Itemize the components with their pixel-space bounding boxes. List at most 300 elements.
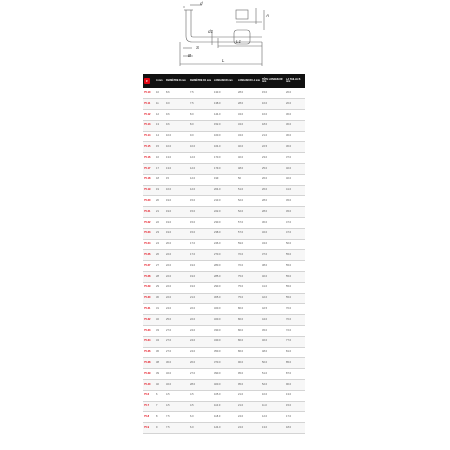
cell-length-l1: 80.0 — [238, 339, 244, 343]
cell-a: 15 — [156, 145, 159, 149]
cell-diameter-d1: 7.5 — [190, 101, 194, 105]
cell-size-b: 20.0 — [286, 90, 292, 94]
table-row — [143, 164, 305, 175]
cell-head-length: 28.0 — [262, 199, 268, 203]
cell-head-length: 13.0 — [262, 425, 268, 429]
cell-diameter-d: 19.0 — [166, 231, 172, 235]
cell-size-b: 45.0 — [286, 199, 292, 203]
cell-diameter-d1: 6.0 — [190, 415, 194, 418]
cell-diameter-d1: 12.0 — [190, 155, 196, 159]
table-row — [143, 304, 305, 315]
cell-length-l1: 51.0 — [238, 188, 244, 192]
cell-diameter-d: 13.0 — [166, 166, 172, 170]
cell-diameter-d1: 19.0 — [190, 285, 196, 289]
cell-length-l1: 80.0 — [238, 317, 244, 321]
cell-length: 390.0 — [214, 371, 221, 375]
cell-diameter-d: 9.0 — [166, 101, 170, 105]
table-row — [143, 218, 305, 229]
cell-length: 246.0 — [214, 242, 221, 246]
cell-length-l1: 21.0 — [238, 404, 244, 408]
cell-head-length: 25.0 — [262, 166, 268, 170]
cell-size-b: 55.0 — [286, 253, 292, 257]
cell-diameter-d: 32.0 — [166, 382, 172, 386]
table-row — [143, 207, 305, 218]
cell-head-length: 26.0 — [262, 188, 268, 192]
cell-a: 22 — [156, 220, 159, 224]
cell-size-b: 13.0 — [286, 393, 292, 397]
cell-length: 152.0 — [214, 123, 221, 127]
table-row — [143, 110, 305, 121]
cell-ref: 75.11 — [144, 101, 151, 105]
cell-a: 27 — [156, 263, 159, 267]
cell-a: 23 — [156, 231, 159, 235]
cell-length: 105.0 — [214, 393, 221, 397]
cell-a: 39 — [156, 371, 159, 375]
dim-label-b: B — [188, 53, 192, 58]
cell-ref: 75.22 — [144, 220, 151, 224]
cell-ref: 75.13 — [144, 123, 151, 127]
cell-diameter-d1: 22.0 — [190, 307, 196, 311]
table-row — [143, 326, 305, 337]
cell-head-length: 11.0 — [262, 404, 267, 408]
cell-length-l1: 52.0 — [238, 209, 244, 213]
cell-length-l1: 34.0 — [238, 123, 244, 127]
cell-a: 6 — [156, 393, 158, 397]
dim-label-a: A — [266, 13, 270, 18]
cell-head-length: 45.0 — [262, 328, 268, 332]
cell-length: 164.0 — [214, 145, 221, 149]
cell-diameter-d1: 4.5 — [190, 404, 194, 408]
cell-diameter-d1: 10.0 — [190, 145, 196, 149]
cell-size-b: 17.0 — [286, 415, 292, 418]
cell-length: 124.0 — [214, 425, 221, 429]
cell-diameter-d: 7.5 — [166, 425, 170, 429]
cell-size-b: 30.0 — [286, 123, 292, 127]
table-row — [143, 228, 305, 239]
cell-head-length: 52.0 — [262, 382, 268, 386]
cell-diameter-d: 19.0 — [166, 209, 172, 213]
cell-diameter-d1: 12.0 — [190, 177, 196, 181]
cell-size-b: 40.0 — [286, 166, 292, 170]
cell-diameter-d: 16.0 — [166, 188, 172, 192]
header-length: LONGUEUR mm — [214, 78, 233, 82]
cell-length: 305.0 — [214, 296, 221, 300]
cell-head-length: 26.0 — [262, 177, 268, 181]
table-row — [143, 142, 305, 153]
header-diameter-d1: DIAMÈTRE D1 mm — [190, 78, 212, 82]
cell-size-b: 55.0 — [286, 263, 292, 267]
cell-length: 199 — [214, 177, 219, 181]
cell-length-l1: 34.0 — [238, 134, 244, 138]
cell-length-l1: 75.0 — [238, 285, 244, 289]
cell-diameter-d1: 27.0 — [190, 371, 196, 375]
cell-length-l1: 59.0 — [238, 242, 244, 246]
cell-diameter-d: 20.0 — [166, 242, 172, 246]
table-row — [143, 272, 305, 283]
cell-ref: 75.6 — [144, 393, 150, 397]
table-row — [143, 153, 305, 164]
cell-ref: 75.40 — [144, 382, 151, 386]
table-row — [143, 390, 305, 401]
cell-diameter-d1: 9.0 — [190, 134, 194, 138]
table-row — [143, 88, 305, 99]
cell-ref: 75.14 — [144, 134, 151, 138]
cell-diameter-d: 22.0 — [166, 263, 172, 267]
cell-ref: 75.17 — [144, 166, 151, 170]
cell-a: 40 — [156, 382, 159, 386]
cell-length-l1: 24.0 — [238, 425, 244, 429]
cell-length-l1: 95.0 — [238, 382, 244, 386]
cell-length: 370.0 — [214, 361, 221, 365]
cell-size-b: 15.0 — [286, 404, 292, 408]
cell-length: 179.0 — [214, 166, 221, 170]
cell-ref: 75.20 — [144, 199, 151, 203]
cell-head-length: 16.0 — [262, 101, 268, 105]
cell-length-l1: 70.0 — [238, 253, 244, 257]
cell-length: 280.0 — [214, 263, 221, 267]
cell-ref: 75.10 — [144, 90, 151, 94]
cell-diameter-d1: 12.0 — [190, 166, 196, 170]
cell-diameter-d1: 17.0 — [190, 253, 196, 257]
cell-head-length: 10.0 — [262, 393, 268, 397]
specification-table — [143, 74, 305, 434]
table-row — [143, 336, 305, 347]
cell-head-length: 16.0 — [262, 112, 268, 116]
cell-ref: 75.39 — [144, 371, 151, 375]
table-row — [143, 196, 305, 207]
cell-length: 160.0 — [214, 134, 221, 138]
cell-diameter-d1: 7.5 — [190, 90, 194, 94]
cell-head-length: 42.0 — [262, 296, 268, 300]
cell-length: 204.0 — [214, 188, 221, 192]
cell-length-l1: 40.0 — [238, 155, 244, 159]
cell-size-b: 85.0 — [286, 361, 292, 365]
cell-ref: 75.38 — [144, 361, 151, 365]
cell-ref: 75.23 — [144, 231, 151, 235]
cell-length-l1: 57.0 — [238, 220, 244, 224]
cell-length: 110.0 — [214, 404, 221, 408]
cell-diameter-d: 9.6 — [166, 112, 170, 116]
cell-size-b: 41.0 — [286, 188, 292, 192]
cell-ref: 75.24 — [144, 242, 151, 246]
cell-size-b: 55.0 — [286, 296, 292, 300]
cell-ref: 75.8 — [144, 415, 150, 418]
cell-length-l1: 40.0 — [238, 145, 244, 149]
table-row — [143, 369, 305, 380]
cell-length-l1: 75.0 — [238, 296, 244, 300]
cell-head-length: 40.0 — [262, 274, 268, 278]
cell-head-length: 44.0 — [262, 317, 268, 321]
cell-diameter-d1: 19.0 — [190, 263, 196, 267]
table-row — [143, 315, 305, 326]
tool-dimension-diagram — [0, 0, 450, 72]
cell-size-b: 47.0 — [286, 220, 292, 224]
angled-socket-wrench-drawing — [0, 0, 450, 72]
table-row — [143, 250, 305, 261]
cell-a: 13 — [156, 123, 159, 127]
header-logo-cell — [143, 74, 155, 88]
cell-a: 32 — [156, 317, 159, 321]
table-row — [143, 282, 305, 293]
cell-ref: 75.29 — [144, 285, 151, 289]
table-row — [143, 120, 305, 131]
header-diameter-d: DIAMÈTRE D mm — [166, 78, 186, 82]
cell-length: 138.0 — [214, 101, 221, 105]
table-row — [143, 131, 305, 142]
cell-a: 7 — [156, 404, 158, 408]
cell-size-b: 40.0 — [286, 177, 292, 181]
cell-diameter-d1: 15.0 — [190, 209, 196, 213]
cell-ref: 75.26 — [144, 253, 151, 257]
cell-a: 19 — [156, 188, 159, 192]
cell-size-b: 30.0 — [286, 134, 292, 138]
cell-length: 350.0 — [214, 350, 221, 354]
cell-length: 222.0 — [214, 209, 221, 213]
cell-length-l1: 52.0 — [238, 199, 244, 203]
cell-a: 16 — [156, 155, 159, 159]
cell-diameter-d: 22.0 — [166, 253, 172, 257]
header-row — [143, 74, 305, 88]
brand-logo: F — [144, 78, 150, 84]
cell-length: 400.0 — [214, 382, 221, 386]
cell-diameter-d: 8.6 — [166, 90, 170, 94]
cell-head-length: 12.0 — [262, 415, 268, 418]
cell-head-length: 37.0 — [262, 253, 268, 257]
cell-ref: 75.31 — [144, 307, 151, 311]
cell-length-l1: 95.0 — [238, 371, 244, 375]
cell-length: 118.0 — [214, 415, 221, 418]
cell-length-l1: 34.0 — [238, 112, 244, 116]
cell-size-b: 37.0 — [286, 155, 292, 159]
cell-diameter-d1: 4.5 — [190, 393, 194, 397]
dim-label-l: L — [222, 58, 225, 63]
cell-diameter-d1: 19.0 — [190, 274, 196, 278]
cell-diameter-d1: 24.0 — [190, 350, 196, 354]
cell-diameter-d: 7.5 — [166, 415, 170, 418]
cell-length-l1: 28.0 — [238, 101, 244, 105]
cell-size-b: 18.0 — [286, 425, 292, 429]
cell-head-length: 41.0 — [262, 285, 268, 289]
cell-a: 33 — [156, 328, 159, 332]
cell-a: 17 — [156, 166, 159, 170]
table-row — [143, 261, 305, 272]
cell-length-l1: 24.0 — [238, 415, 244, 418]
cell-diameter-d: 24.0 — [166, 307, 172, 311]
cell-diameter-d: 25.0 — [166, 317, 172, 321]
cell-diameter-d: 4.5 — [166, 404, 170, 408]
cell-head-length: 30.0 — [262, 220, 268, 224]
cell-diameter-d1: 15.0 — [190, 231, 196, 235]
cell-length: 133.0 — [214, 90, 221, 94]
cell-length-l1: 86.0 — [238, 350, 244, 354]
cell-diameter-d: 22.0 — [166, 285, 172, 289]
cell-a: 36 — [156, 350, 159, 354]
cell-size-b: 81.0 — [286, 350, 292, 354]
dim-label-d1: d1 — [208, 29, 214, 34]
cell-head-length: 51.0 — [262, 371, 268, 375]
cell-a: 9 — [156, 425, 158, 429]
cell-diameter-d: 10.0 — [166, 145, 172, 149]
header-a: A mm — [156, 78, 163, 82]
cell-diameter-d: 30.0 — [166, 361, 172, 365]
cell-diameter-d1: 12.0 — [190, 188, 196, 192]
cell-a: 26 — [156, 253, 159, 257]
cell-head-length: 18.0 — [262, 123, 268, 127]
cell-a: 20 — [156, 199, 159, 203]
cell-a: 28 — [156, 274, 159, 278]
cell-a: 12 — [156, 112, 159, 116]
cell-ref: 75.33 — [144, 328, 151, 332]
cell-a: 31 — [156, 307, 159, 311]
cell-size-b: 47.0 — [286, 231, 292, 235]
table-row — [143, 185, 305, 196]
cell-diameter-d1: 15.0 — [190, 199, 196, 203]
cell-a: 34 — [156, 339, 159, 343]
cell-ref: 75.30 — [144, 296, 151, 300]
cell-length: 285.0 — [214, 274, 221, 278]
table-row — [143, 347, 305, 358]
table-body — [143, 88, 305, 434]
cell-size-b: 50.0 — [286, 242, 292, 246]
cell-diameter-d1: 24.0 — [190, 339, 196, 343]
cell-diameter-d1: 21.0 — [190, 296, 196, 300]
cell-ref: 75.32 — [144, 317, 151, 321]
cell-length: 230.0 — [214, 220, 221, 224]
dim-label-d: d — [200, 1, 203, 6]
cell-diameter-d1: 26.0 — [190, 361, 196, 365]
cell-diameter-d: 13.0 — [166, 155, 172, 159]
cell-a: 11 — [156, 101, 159, 105]
cell-length: 290.0 — [214, 285, 221, 289]
cell-ref: 75.34 — [144, 339, 151, 343]
table-row — [143, 380, 305, 391]
cell-head-length: 15.0 — [262, 90, 268, 94]
cell-a: 24 — [156, 242, 159, 246]
table-row — [143, 293, 305, 304]
cell-size-b: 20.0 — [286, 101, 292, 105]
cell-diameter-d: 19.0 — [166, 220, 172, 224]
cell-diameter-d1: 24.0 — [190, 328, 196, 332]
cell-length: 144.0 — [214, 112, 221, 116]
cell-head-length: 50.0 — [262, 361, 268, 365]
cell-head-length: 23.0 — [262, 155, 268, 159]
cell-size-b: 87.0 — [286, 371, 292, 375]
cell-ref: 75.7 — [144, 404, 150, 408]
cell-a: 18 — [156, 177, 159, 181]
cell-size-b: 70.0 — [286, 317, 292, 321]
cell-a: 8 — [156, 415, 158, 418]
table-row — [143, 174, 305, 185]
cell-diameter-d: 27.0 — [166, 328, 172, 332]
cell-a: 10 — [156, 90, 159, 94]
cell-ref: 75.19 — [144, 188, 151, 192]
table-row — [143, 401, 305, 412]
cell-ref: 75.18 — [144, 177, 151, 181]
cell-diameter-d: 27.0 — [166, 350, 172, 354]
cell-diameter-d: 19.0 — [166, 199, 172, 203]
cell-length: 320.0 — [214, 307, 221, 311]
cell-length-l1: 80.0 — [238, 307, 244, 311]
cell-head-length: 46.0 — [262, 339, 268, 343]
cell-size-b: 72.0 — [286, 328, 292, 332]
cell-ref: 75.21 — [144, 209, 151, 213]
cell-head-length: 42.5 — [262, 307, 268, 311]
cell-head-length: 34.0 — [262, 242, 268, 246]
header-length-l1: LONGUEUR L1 mm — [238, 78, 261, 82]
cell-length: 330.0 — [214, 328, 221, 332]
dim-label-s: S — [196, 45, 200, 50]
cell-size-b: 77.0 — [286, 339, 292, 343]
cell-a: 29 — [156, 285, 159, 289]
cell-head-length: 21.0 — [262, 134, 268, 138]
cell-diameter-d: 4.5 — [166, 393, 170, 397]
cell-length: 213.0 — [214, 199, 221, 203]
cell-size-b: 70.0 — [286, 307, 292, 311]
cell-length-l1: 28.0 — [238, 90, 244, 94]
cell-size-b: 30.0 — [286, 112, 292, 116]
cell-head-length: 32.0 — [262, 231, 268, 235]
cell-length: 270.0 — [214, 253, 221, 257]
cell-diameter-d: 27.0 — [166, 339, 172, 343]
table-row — [143, 412, 305, 423]
cell-length: 170.0 — [214, 155, 221, 159]
cell-head-length: 38.0 — [262, 263, 268, 267]
table-header — [143, 74, 305, 88]
cell-a: 21 — [156, 209, 159, 213]
cell-diameter-d1: 22.0 — [190, 317, 196, 321]
cell-size-b: 55.0 — [286, 274, 292, 278]
cell-length-l1: 50 — [238, 177, 241, 181]
cell-head-length: 22.5 — [262, 145, 268, 149]
cell-length: 238.0 — [214, 231, 221, 235]
cell-size-b: 55.0 — [286, 285, 292, 289]
cell-diameter-d1: 17.0 — [190, 242, 196, 246]
cell-a: 30 — [156, 296, 159, 300]
cell-diameter-d: 10.0 — [166, 134, 172, 138]
table-row — [143, 239, 305, 250]
cell-ref: 75.36 — [144, 350, 151, 354]
table-row — [143, 99, 305, 110]
cell-a: 14 — [156, 134, 159, 138]
cell-length-l1: 48.0 — [238, 166, 244, 170]
dim-label-l1: L1 — [236, 39, 242, 44]
cell-length-l1: 70.0 — [238, 263, 244, 267]
cell-ref: 75.27 — [144, 263, 151, 267]
table-row — [143, 358, 305, 369]
cell-length: 340.0 — [214, 339, 221, 343]
cell-length-l1: 21.0 — [238, 393, 244, 397]
cell-diameter-d: 22.0 — [166, 296, 172, 300]
cell-diameter-d: 15 — [166, 177, 169, 181]
cell-a: 38 — [156, 361, 159, 365]
cell-diameter-d1: 28.0 — [190, 382, 196, 386]
cell-size-b: 30.0 — [286, 145, 292, 149]
header-head-length: TÊTE LONGUEUR mm — [262, 77, 283, 83]
cell-diameter-d1: 8.0 — [190, 123, 194, 127]
cell-size-b: 90.0 — [286, 382, 292, 386]
cell-diameter-d1: 8.0 — [190, 112, 194, 116]
cell-size-b: 45.0 — [286, 209, 292, 213]
cell-ref: 75.9 — [144, 425, 150, 429]
cell-ref: 75.28 — [144, 274, 151, 278]
cell-length-l1: 90.0 — [238, 361, 244, 365]
cell-head-length: 48.0 — [262, 350, 268, 354]
header-size-b: LA TAILLE B mm — [286, 77, 301, 83]
cell-ref: 75.16 — [144, 155, 151, 159]
cell-length-l1: 80.0 — [238, 328, 244, 332]
cell-ref: 75.15 — [144, 145, 151, 149]
cell-diameter-d1: 6.0 — [190, 425, 194, 429]
